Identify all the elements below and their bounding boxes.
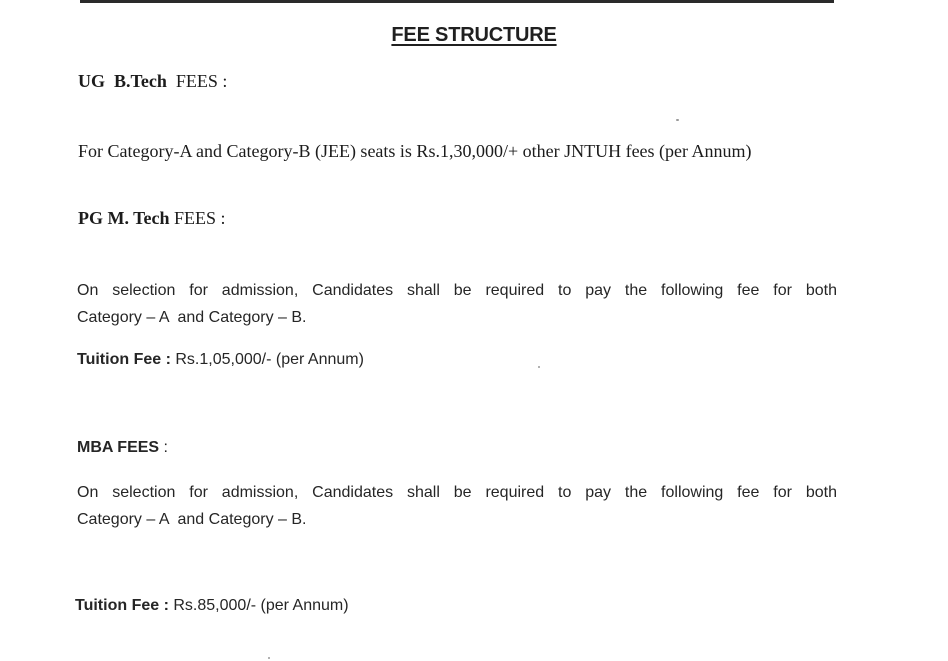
scan-speck: [268, 657, 270, 659]
pg-paragraph-line-2: Category – A and Category – B.: [77, 309, 307, 326]
mba-heading-rest: :: [163, 439, 168, 456]
pg-heading-rest: FEES :: [174, 208, 226, 228]
top-rule: [80, 0, 834, 3]
mba-tuition-fee-label: Tuition Fee :: [75, 597, 169, 614]
ug-heading-bold: UG B.Tech: [78, 71, 167, 91]
pg-tuition-fee-value: Rs.1,05,000/- (per Annum): [175, 351, 364, 368]
pg-paragraph: [77, 277, 837, 331]
pg-heading-bold: PG M. Tech: [78, 208, 170, 228]
page-title: FEE STRUCTURE: [391, 24, 557, 46]
mba-heading: [77, 439, 168, 457]
ug-fee-text: For Category-A and Category-B (JEE) seats is Rs.1,30,000/+ other JNTUH fees (per Annum): [78, 141, 752, 161]
scan-speck: [538, 366, 540, 368]
mba-heading-bold: MBA FEES: [77, 439, 160, 456]
mba-paragraph-line-2: Category – A and Category – B.: [77, 511, 307, 528]
mba-tuition-fee: [75, 597, 349, 615]
scan-speck: [676, 119, 679, 121]
ug-heading-rest: FEES :: [175, 71, 228, 91]
mba-tuition-fee-value: Rs.85,000/- (per Annum): [173, 597, 349, 614]
pg-tuition-fee: [77, 351, 364, 369]
pg-heading: [78, 208, 226, 229]
pg-paragraph-line-1: On selection for admission, Candidates shall be required to pay the following fee for both: [77, 282, 837, 299]
ug-heading: [78, 71, 227, 92]
pg-tuition-fee-label: Tuition Fee :: [77, 351, 171, 368]
mba-paragraph: [77, 479, 837, 533]
mba-paragraph-line-1: On selection for admission, Candidates shall be required to pay the following fee for both: [77, 484, 837, 501]
